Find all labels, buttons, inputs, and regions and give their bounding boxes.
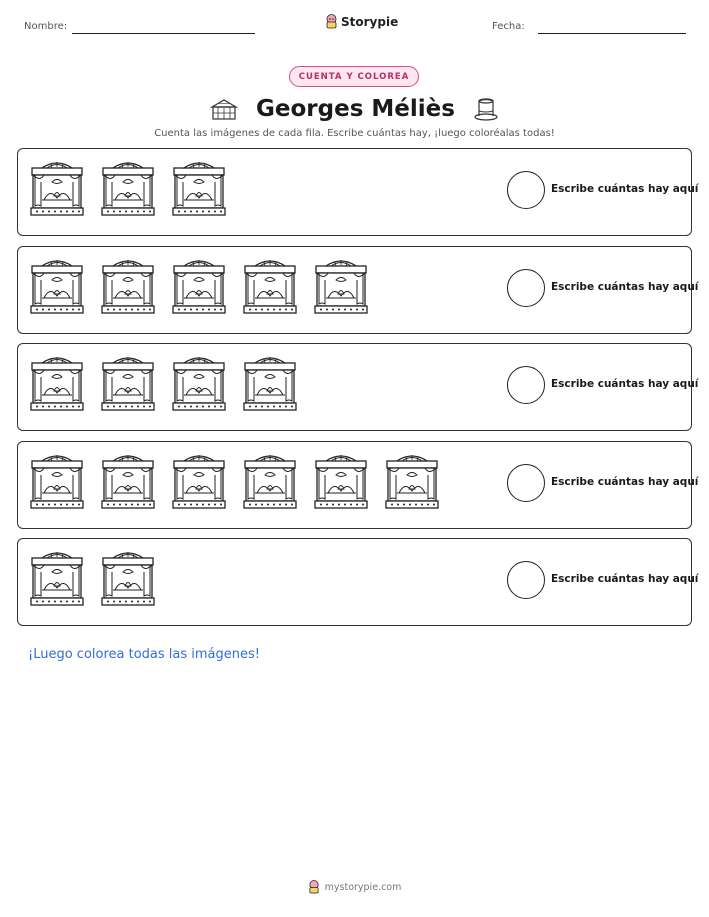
counting-row <box>17 343 699 431</box>
footer-note: ¡Luego colorea todas las imágenes! <box>28 647 260 662</box>
theater-stage-icon[interactable] <box>101 550 155 610</box>
answer-circle[interactable] <box>507 366 545 404</box>
theater-stage-icon[interactable] <box>314 258 368 318</box>
icon-group <box>30 355 297 415</box>
answer-circle[interactable] <box>507 269 545 307</box>
theater-stage-icon[interactable] <box>30 160 84 220</box>
answer-circle[interactable] <box>507 561 545 599</box>
storypie-logo <box>325 14 398 29</box>
counting-row <box>17 246 699 334</box>
answer-label: Escribe cuántas hay aquí <box>551 573 699 585</box>
top-hat-icon <box>473 96 499 122</box>
icon-group <box>30 453 439 513</box>
date-label: Fecha: <box>492 21 525 32</box>
icon-group <box>30 550 155 610</box>
answer-label: Escribe cuántas hay aquí <box>551 280 699 293</box>
theater-stage-icon[interactable] <box>385 453 439 513</box>
theater-stage-icon[interactable] <box>314 453 368 513</box>
theater-stage-icon[interactable] <box>172 258 226 318</box>
theater-stage-icon[interactable] <box>30 355 84 415</box>
header <box>0 0 709 40</box>
glass-house-icon <box>210 97 238 121</box>
name-label: Nombre: <box>24 21 68 32</box>
date-line[interactable] <box>538 33 686 34</box>
theater-stage-icon[interactable] <box>243 355 297 415</box>
footer <box>0 880 709 894</box>
theater-stage-icon[interactable] <box>101 355 155 415</box>
theater-stage-icon[interactable] <box>101 160 155 220</box>
theater-stage-icon[interactable] <box>243 453 297 513</box>
answer-label: Escribe cuántas hay aquí <box>551 475 699 488</box>
theater-stage-icon[interactable] <box>30 453 84 513</box>
logo-text: Storypie <box>341 14 399 29</box>
theater-stage-icon[interactable] <box>30 258 84 318</box>
answer-label: Escribe cuántas hay aquí <box>551 183 699 195</box>
counting-row <box>17 538 699 626</box>
page-title: Georges Méliès <box>256 96 455 122</box>
theater-stage-icon[interactable] <box>172 453 226 513</box>
answer-circle[interactable] <box>507 171 545 209</box>
theater-stage-icon[interactable] <box>101 453 155 513</box>
storypie-mascot-icon <box>325 14 338 29</box>
theater-stage-icon[interactable] <box>30 550 84 610</box>
name-line[interactable] <box>72 33 255 34</box>
theater-stage-icon[interactable] <box>243 258 297 318</box>
counting-row <box>17 148 699 236</box>
title-block <box>0 92 709 126</box>
icon-group <box>30 258 368 318</box>
theater-stage-icon[interactable] <box>172 355 226 415</box>
theater-stage-icon[interactable] <box>172 160 226 220</box>
footer-url: mystorypie.com <box>324 881 402 893</box>
answer-circle[interactable] <box>507 464 545 502</box>
counting-row <box>17 441 699 529</box>
answer-label: Escribe cuántas hay aquí <box>551 378 699 390</box>
storypie-mascot-icon <box>308 880 320 894</box>
icon-group <box>30 160 226 220</box>
category-badge: CUENTA Y COLOREA <box>289 66 419 87</box>
theater-stage-icon[interactable] <box>101 258 155 318</box>
instructions: Cuenta las imágenes de cada fila. Escribe cuántas hay, ¡luego coloréalas todas! <box>154 128 555 139</box>
